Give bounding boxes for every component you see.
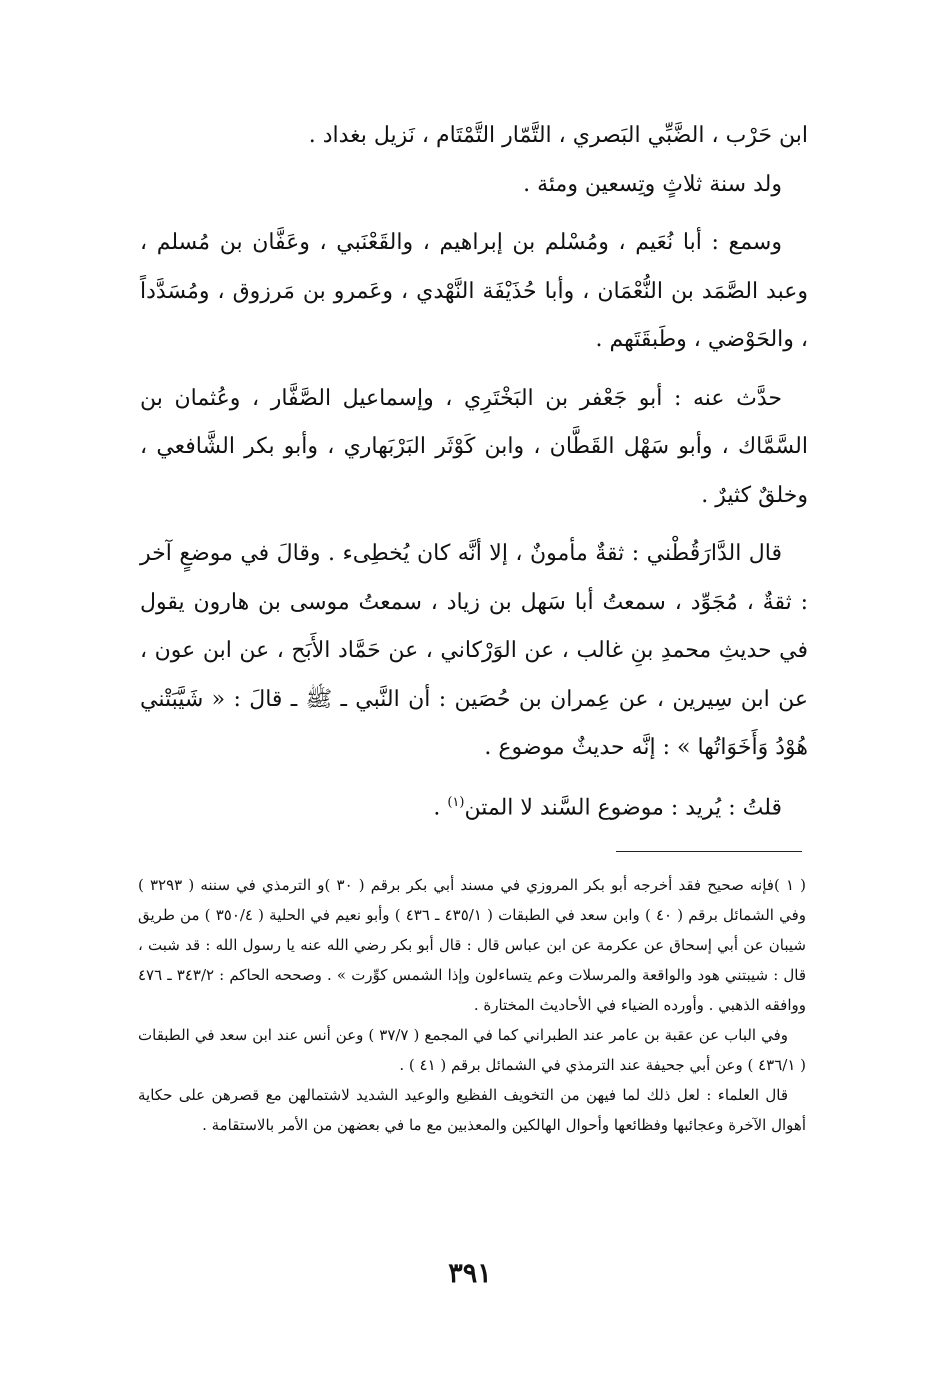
- teachers-text: وسمع : أبا نُعَيم ، ومُسْلم بن إبراهيم ، والقَعْنَبي ، وعَفَّان بن مُسلم ، وعبد الصَّمَد بن النُّعْمَان ، وأبا حُذَيْفَة النَّهْدي ، وعَمرو بن مَرزوق ، ومُسَدَّداً ، والحَوْضي ، وطَبقَتَهم .: [140, 230, 808, 352]
- footnote-reference[interactable]: (١): [447, 794, 465, 810]
- footnotes: [138, 870, 806, 1140]
- main-text: [140, 112, 808, 832]
- daraqutni-text: قال الدَّارَقُطْني : ثقةٌ مأمونٌ ، إلا أنَّه كان يُخطِىء . وقالَ في موضعٍ آخر : ثقةٌ ، مُجَوِّد ، سمعتُ أبا سَهل بن زياد ، سمعتُ موسى بن هارون يقول في حديثِ محمدِ بنِ غالب ، عن الوَرْكاني ، عن حَمَّاد الأَبَح ، عن ابن عون ، عن ابن سِيرين ، عن عِمران بن حُصَين : أن النَّبي ـ ﷺ ـ قالَ : « شَيَّبَتْني هُوْدُ وَأَخَوَاتُها » : إنَّه حديثٌ موضوع .: [140, 541, 808, 760]
- footnote-separator: [616, 851, 802, 852]
- footnote-1-scholars: [138, 1080, 806, 1140]
- students-text: حدَّث عنه : أبو جَعْفر بن البَخْتَرِي ، وإسماعيل الصَّفَّار ، وعُثمان بن السَّمَّاك ، وأبو سَهْل القَطَّان ، وابن كَوْثَر البَرْبَهاري ، وأبو بكر الشَّافعي ، وخلقٌ كثيرٌ .: [140, 385, 808, 508]
- comment-end: .: [433, 794, 448, 820]
- paragraph-students: [140, 375, 808, 521]
- paragraph-comment: [140, 779, 808, 833]
- paragraph-daraqutni: [140, 530, 808, 773]
- birth-text: ولد سنة ثلاثٍ وتِسعين ومئة .: [523, 171, 782, 197]
- footnote-1-scholars-text: قال العلماء : لعل ذلك لما فيهن من التخويف الفظيع والوعيد الشديد لاشتمالهن مع قصرهن على حكاية أهوال الآخرة وعجائبها وفظائعها وأحوال الهالكين والمعذبين مع ما في بعضهن من الأمر بالاستقامة .: [138, 1086, 806, 1134]
- footnote-1: ( ١ )فإنه صحيح فقد أخرجه أبو بكر المروزي في مسند أبي بكر برقم ( ٣٠ )و الترمذي في سننه ( ٣٢٩٣ ) وفي الشمائل برقم ( ٤٠ ) وابن سعد في الطبقات ( ٤٣٥/١ ـ ٤٣٦ ) وأبو نعيم في الحلية ( ٣٥٠/٤ ) من طريق شيبان عن أبي إسحاق عن عكرمة عن ابن عباس قال : قال أبو بكر رضي الله عنه يا رسول الله : قد شبت ، قال : شيبتني هود والواقعة والمرسلات وعم يتساءلون وإذا الشمس كوِّرت » . وصححه الحاكم : ٣٤٣/٢ ـ ٤٧٦ ووافقه الذهبي . وأورده الضياء في الأحاديث المختارة .: [138, 876, 807, 1014]
- footnote-1-other-narrations: وفي الباب عن عقبة بن عامر عند الطبراني كما في المجمع ( ٣٧/٧ ) وعن أنس عند ابن سعد في الطبقات ( ٤٣٦/١ ) وعن أبي جحيفة عند الترمذي في الشمائل برقم ( ٤١ ) .: [138, 1026, 806, 1074]
- paragraph-teachers: [140, 219, 808, 365]
- paragraph-lineage: ابن حَرْب ، الضَّبِّي البَصري ، التَّمّار التَّمْتَام ، نَزيل بغداد .: [308, 123, 808, 148]
- footnote-1-continued: [138, 1020, 806, 1080]
- comment-text: قلتُ : يُريد : موضوع السَّند لا المتن: [464, 794, 782, 820]
- page-number: ٣٩١: [448, 1258, 492, 1289]
- paragraph-birth: [140, 161, 808, 210]
